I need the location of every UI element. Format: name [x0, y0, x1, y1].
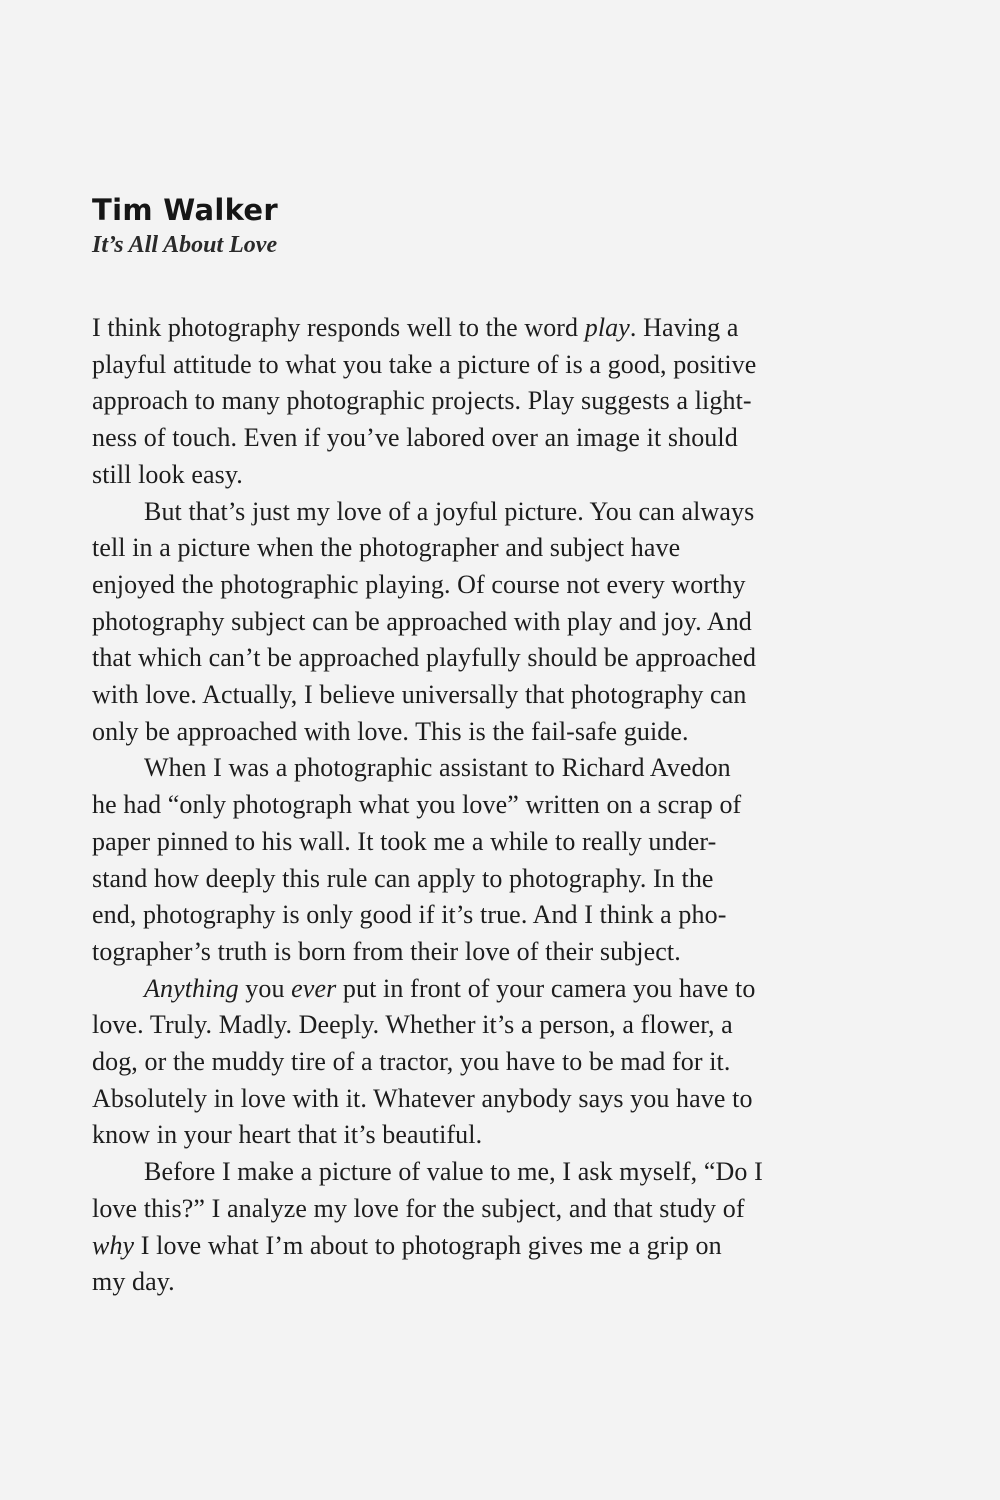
- text-line: [92, 750, 922, 787]
- text-run: When I was a photographic assistant to Richard Avedon: [144, 753, 731, 783]
- text-run: know in your heart that it’s beautiful.: [92, 1120, 483, 1150]
- text-run: tographer’s truth is born from their love of their subject.: [92, 936, 681, 966]
- paragraph: [92, 971, 922, 1155]
- text-run: dog, or the muddy tire of a tractor, you have to be mad for it.: [92, 1047, 731, 1077]
- text-run: ness of touch. Even if you’ve labored over an image it should: [92, 423, 738, 453]
- emphasis-text: why: [92, 1230, 135, 1260]
- text-line: [92, 640, 922, 677]
- text-line: [92, 1081, 922, 1118]
- emphasis-text: ever: [291, 973, 337, 1003]
- text-run: still look easy.: [92, 459, 243, 489]
- text-line: [92, 714, 922, 751]
- text-line: [92, 420, 922, 457]
- text-line: [92, 383, 922, 420]
- paragraph: [92, 1154, 922, 1301]
- text-run: end, photography is only good if it’s true. And I think a pho-: [92, 900, 727, 930]
- text-line: [92, 1264, 922, 1301]
- article-body: [92, 310, 922, 1301]
- text-run: love. Truly. Madly. Deeply. Whether it’s a person, a flower, a: [92, 1010, 733, 1040]
- text-line: [92, 1191, 922, 1228]
- paragraph: [92, 750, 922, 970]
- text-line: [92, 1117, 922, 1154]
- emphasis-text: play: [584, 313, 630, 342]
- text-run: my day.: [92, 1267, 175, 1297]
- text-run: playful attitude to what you take a picture of is a good, positive: [92, 349, 757, 379]
- text-run: paper pinned to his wall. It took me a while to really under-: [92, 826, 717, 856]
- text-run: he had “only photograph what you love” written on a scrap of: [92, 790, 742, 820]
- text-run: put in front of your camera you have to: [336, 973, 756, 1003]
- article-subtitle: It’s All About Love: [92, 232, 278, 258]
- text-line: [92, 1228, 922, 1265]
- text-run: enjoyed the photographic playing. Of course not every worthy: [92, 569, 746, 599]
- text-line: [92, 971, 922, 1008]
- text-line: [92, 457, 922, 494]
- author-heading: Tim Walker: [92, 193, 278, 227]
- text-run: Before I make a picture of value to me, I ask myself, “Do I: [144, 1157, 763, 1187]
- text-line: [92, 1007, 922, 1044]
- emphasis-text: Anything: [144, 973, 239, 1003]
- text-run: But that’s just my love of a joyful picture. You can always: [144, 496, 755, 526]
- paragraph: [92, 310, 922, 494]
- text-line: [92, 824, 922, 861]
- text-line: [92, 677, 922, 714]
- text-line: [92, 567, 922, 604]
- text-run: with love. Actually, I believe universally that photography can: [92, 680, 747, 710]
- text-line: [92, 310, 922, 347]
- text-line: [92, 861, 922, 898]
- text-line: [92, 1044, 922, 1081]
- text-run: I think photography responds well to the word: [92, 313, 585, 342]
- text-run: only be approached with love. This is the fail-safe guide.: [92, 716, 689, 746]
- text-line: [92, 604, 922, 641]
- text-run: that which can’t be approached playfully should be approached: [92, 643, 757, 673]
- text-run: love this?” I analyze my love for the subject, and that study of: [92, 1193, 745, 1223]
- text-run: approach to many photographic projects. Play suggests a light-: [92, 386, 752, 416]
- article: [92, 190, 922, 1301]
- text-run: photography subject can be approached with play and joy. And: [92, 606, 752, 636]
- text-run: . Having a: [629, 313, 739, 342]
- text-line: [92, 347, 922, 384]
- text-run: stand how deeply this rule can apply to photography. In the: [92, 863, 714, 893]
- text-run: tell in a picture when the photographer and subject have: [92, 533, 681, 563]
- text-run: you: [238, 973, 292, 1003]
- text-run: I love what I’m about to photograph gives me a grip on: [134, 1230, 722, 1260]
- text-line: [92, 494, 922, 531]
- text-line: [92, 530, 922, 567]
- text-line: [92, 934, 922, 971]
- text-run: Absolutely in love with it. Whatever anybody says you have to: [92, 1083, 753, 1113]
- paragraph: [92, 494, 922, 751]
- text-line: [92, 897, 922, 934]
- text-line: [92, 1154, 922, 1191]
- text-line: [92, 787, 922, 824]
